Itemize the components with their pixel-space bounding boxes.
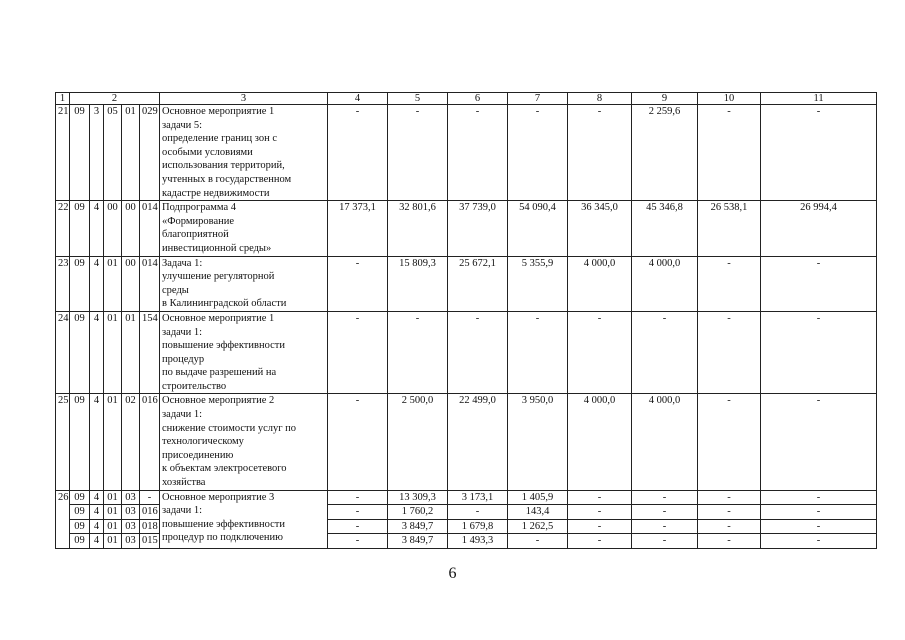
code-cell: 09 <box>70 519 90 534</box>
value-cell: 37 739,0 <box>448 201 508 256</box>
value-cell: 2 500,0 <box>388 394 448 490</box>
header-cell: 4 <box>328 93 388 105</box>
value-cell: 2 259,6 <box>632 105 698 201</box>
value-cell: - <box>761 105 877 201</box>
code-cell: 01 <box>104 394 122 490</box>
row-number: 24 <box>56 311 70 394</box>
value-cell: - <box>698 534 761 549</box>
code-cell: 01 <box>104 311 122 394</box>
row-number: 22 <box>56 201 70 256</box>
budget-table <box>55 92 877 549</box>
code-cell: 00 <box>122 256 140 311</box>
value-cell: - <box>568 534 632 549</box>
value-cell: - <box>698 311 761 394</box>
value-cell: - <box>328 394 388 490</box>
value-cell: - <box>698 519 761 534</box>
value-cell: - <box>761 490 877 505</box>
code-cell: 09 <box>70 394 90 490</box>
table-row <box>56 394 877 490</box>
value-cell: - <box>508 534 568 549</box>
value-cell: - <box>568 105 632 201</box>
value-cell: - <box>698 394 761 490</box>
row-number: 21 <box>56 105 70 201</box>
value-cell: - <box>698 490 761 505</box>
value-cell: - <box>328 256 388 311</box>
value-cell: 15 809,3 <box>388 256 448 311</box>
header-cell: 9 <box>632 93 698 105</box>
value-cell: 54 090,4 <box>508 201 568 256</box>
code-cell: 03 <box>122 534 140 549</box>
description-cell: Основное мероприятие 1 задачи 5: определение границ зон с особыми условиями использования территорий, учтенных в государственном кадастре недвижимости <box>160 105 328 201</box>
value-cell: - <box>761 505 877 520</box>
header-cell: 6 <box>448 93 508 105</box>
value-cell: - <box>761 256 877 311</box>
value-cell: - <box>632 519 698 534</box>
value-cell: 1 679,8 <box>448 519 508 534</box>
code-cell: 4 <box>90 505 104 520</box>
code-cell: 4 <box>90 519 104 534</box>
value-cell: - <box>568 505 632 520</box>
value-cell: 36 345,0 <box>568 201 632 256</box>
code-cell: - <box>140 490 160 505</box>
page-number: 6 <box>448 565 457 582</box>
table-row <box>56 201 877 256</box>
value-cell: 1 405,9 <box>508 490 568 505</box>
code-cell: 09 <box>70 311 90 394</box>
value-cell: - <box>632 490 698 505</box>
header-cell: 8 <box>568 93 632 105</box>
value-cell: 1 262,5 <box>508 519 568 534</box>
description-cell: Основное мероприятие 3 задачи 1: повышение эффективности процедур по подключению <box>160 490 328 548</box>
code-cell: 4 <box>90 534 104 549</box>
value-cell: 3 173,1 <box>448 490 508 505</box>
table-row <box>56 105 877 201</box>
code-cell: 01 <box>104 505 122 520</box>
code-cell: 09 <box>70 505 90 520</box>
value-cell: 32 801,6 <box>388 201 448 256</box>
value-cell: 3 950,0 <box>508 394 568 490</box>
value-cell: - <box>328 519 388 534</box>
value-cell: 4 000,0 <box>632 394 698 490</box>
value-cell: - <box>698 256 761 311</box>
description-cell: Основное мероприятие 1 задачи 1: повышение эффективности процедур по выдаче разрешений на строительство <box>160 311 328 394</box>
value-cell: - <box>632 505 698 520</box>
code-cell: 018 <box>140 519 160 534</box>
value-cell: 25 672,1 <box>448 256 508 311</box>
value-cell: - <box>761 394 877 490</box>
code-cell: 01 <box>104 534 122 549</box>
value-cell: - <box>328 505 388 520</box>
value-cell: 45 346,8 <box>632 201 698 256</box>
value-cell: - <box>328 105 388 201</box>
code-cell: 03 <box>122 505 140 520</box>
value-cell: - <box>448 505 508 520</box>
code-cell: 09 <box>70 256 90 311</box>
table-row <box>56 490 877 505</box>
description-cell: Задача 1: улучшение регуляторной среды в Калининградской области <box>160 256 328 311</box>
code-cell: 01 <box>104 490 122 505</box>
value-cell: - <box>568 311 632 394</box>
row-number: 26 <box>56 490 70 548</box>
code-cell: 4 <box>90 490 104 505</box>
table-row <box>56 311 877 394</box>
code-cell: 015 <box>140 534 160 549</box>
code-cell: 3 <box>90 105 104 201</box>
header-cell: 10 <box>698 93 761 105</box>
value-cell: 13 309,3 <box>388 490 448 505</box>
code-cell: 029 <box>140 105 160 201</box>
value-cell: - <box>328 311 388 394</box>
value-cell: - <box>761 311 877 394</box>
code-cell: 01 <box>122 311 140 394</box>
value-cell: - <box>568 490 632 505</box>
description-cell: Подпрограмма 4 «Формирование благоприятной инвестиционной среды» <box>160 201 328 256</box>
header-cell: 7 <box>508 93 568 105</box>
value-cell: 4 000,0 <box>568 394 632 490</box>
table-row <box>56 256 877 311</box>
description-cell: Основное мероприятие 2 задачи 1: снижение стоимости услуг по технологическому присоединению к объектам электросетевого хозяйства <box>160 394 328 490</box>
code-cell: 09 <box>70 534 90 549</box>
value-cell: - <box>761 519 877 534</box>
row-number: 23 <box>56 256 70 311</box>
code-cell: 154 <box>140 311 160 394</box>
value-cell: 4 000,0 <box>632 256 698 311</box>
code-cell: 4 <box>90 311 104 394</box>
value-cell: 143,4 <box>508 505 568 520</box>
code-cell: 09 <box>70 105 90 201</box>
code-cell: 03 <box>122 490 140 505</box>
code-cell: 09 <box>70 490 90 505</box>
value-cell: - <box>328 534 388 549</box>
value-cell: - <box>448 311 508 394</box>
code-cell: 03 <box>122 519 140 534</box>
value-cell: 3 849,7 <box>388 519 448 534</box>
code-cell: 01 <box>104 519 122 534</box>
header-cell: 2 <box>70 93 160 105</box>
value-cell: 26 538,1 <box>698 201 761 256</box>
value-cell: - <box>328 490 388 505</box>
header-cell: 11 <box>761 93 877 105</box>
value-cell: 17 373,1 <box>328 201 388 256</box>
code-cell: 01 <box>104 256 122 311</box>
code-cell: 014 <box>140 256 160 311</box>
value-cell: - <box>388 311 448 394</box>
value-cell: - <box>632 311 698 394</box>
code-cell: 4 <box>90 394 104 490</box>
value-cell: 26 994,4 <box>761 201 877 256</box>
value-cell: - <box>448 105 508 201</box>
code-cell: 00 <box>104 201 122 256</box>
code-cell: 016 <box>140 505 160 520</box>
row-number: 25 <box>56 394 70 490</box>
value-cell: - <box>508 311 568 394</box>
code-cell: 00 <box>122 201 140 256</box>
value-cell: - <box>698 505 761 520</box>
code-cell: 014 <box>140 201 160 256</box>
value-cell: - <box>508 105 568 201</box>
value-cell: - <box>568 519 632 534</box>
header-cell: 3 <box>160 93 328 105</box>
code-cell: 05 <box>104 105 122 201</box>
value-cell: 22 499,0 <box>448 394 508 490</box>
value-cell: 3 849,7 <box>388 534 448 549</box>
value-cell: 1 493,3 <box>448 534 508 549</box>
code-cell: 4 <box>90 201 104 256</box>
value-cell: - <box>761 534 877 549</box>
value-cell: 5 355,9 <box>508 256 568 311</box>
header-row <box>56 93 877 105</box>
code-cell: 4 <box>90 256 104 311</box>
value-cell: - <box>632 534 698 549</box>
code-cell: 09 <box>70 201 90 256</box>
value-cell: - <box>388 105 448 201</box>
code-cell: 01 <box>122 105 140 201</box>
code-cell: 016 <box>140 394 160 490</box>
value-cell: 4 000,0 <box>568 256 632 311</box>
code-cell: 02 <box>122 394 140 490</box>
value-cell: 1 760,2 <box>388 505 448 520</box>
value-cell: - <box>698 105 761 201</box>
header-cell: 1 <box>56 93 70 105</box>
header-cell: 5 <box>388 93 448 105</box>
